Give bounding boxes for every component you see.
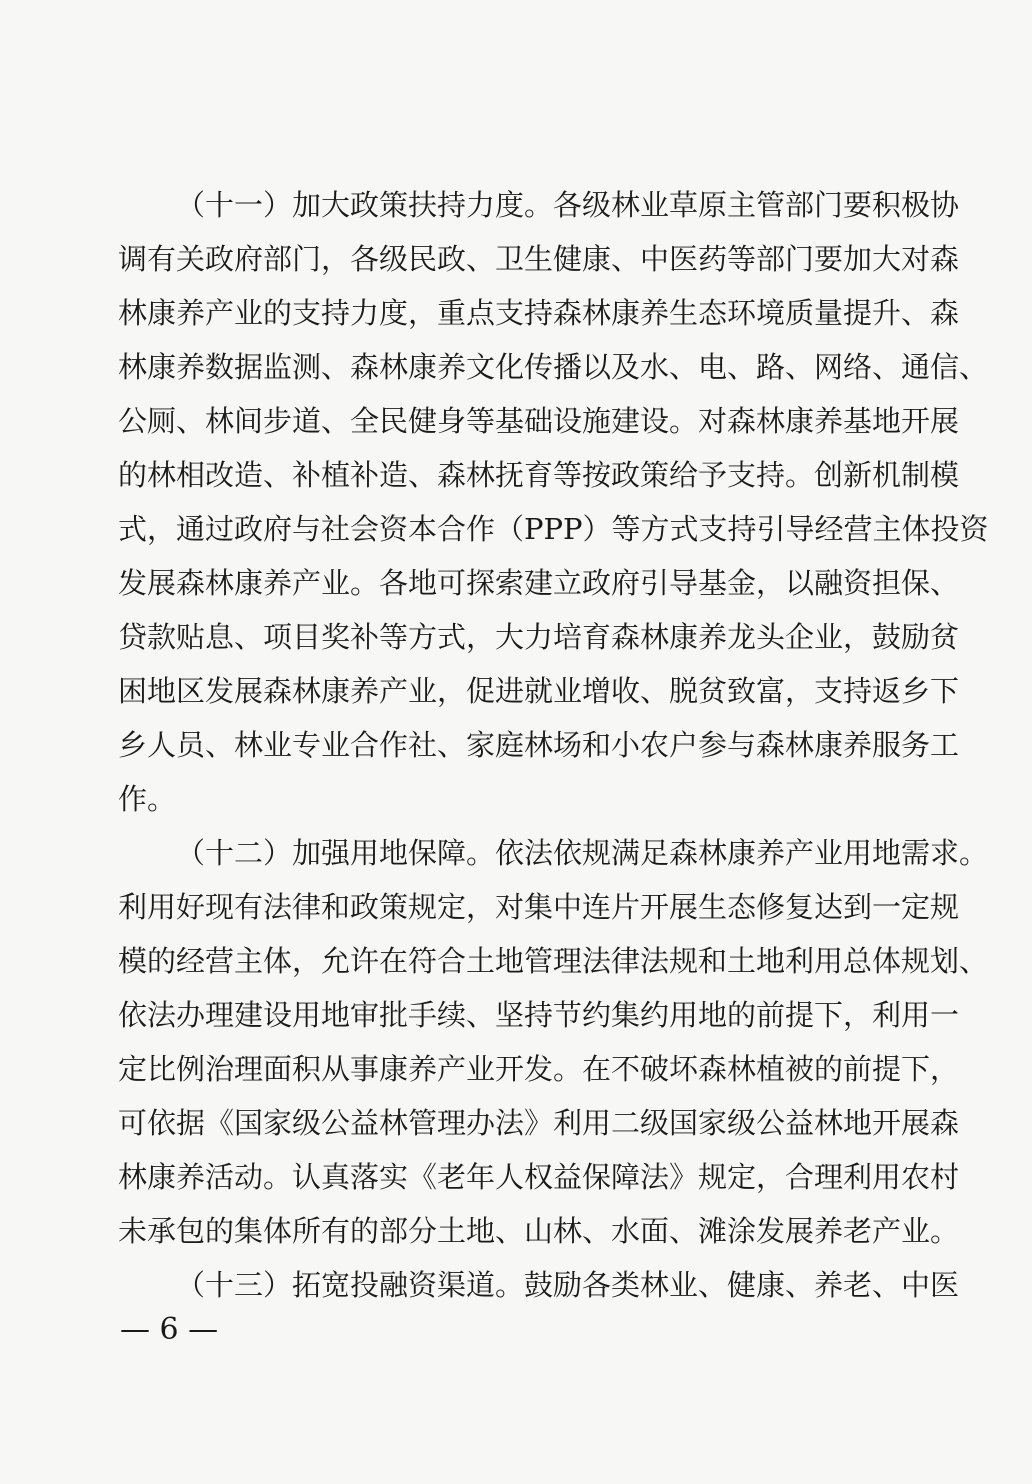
paragraph-11-line-3: 林康养产业的支持力度，重点支持森林康养生态环境质量提升、森 — [118, 296, 960, 330]
paragraph-12-line-1: （十二）加强用地保障。依法依规满足森林康养产业用地需求。 — [176, 836, 989, 870]
paragraph-11-line-9: 贷款贴息、项目奖补等方式，大力培育森林康养龙头企业，鼓励贫 — [118, 620, 960, 654]
paragraph-11-line-8: 发展森林康养产业。各地可探索建立政府引导基金，以融资担保、 — [118, 566, 960, 600]
paragraph-12-line-7: 林康养活动。认真落实《老年人权益保障法》规定，合理利用农村 — [118, 1160, 960, 1194]
page-number: — 6 — — [120, 1312, 219, 1347]
paragraph-12-line-2: 利用好现有法律和政策规定，对集中连片开展生态修复达到一定规 — [118, 890, 960, 924]
paragraph-12-line-8: 未承包的集体所有的部分土地、山林、水面、滩涂发展养老产业。 — [118, 1214, 960, 1248]
document-body — [118, 178, 989, 1312]
paragraph-12-line-3: 模的经营主体，允许在符合土地管理法律法规和土地利用总体规划、 — [118, 944, 989, 978]
paragraph-11-line-2: 调有关政府部门，各级民政、卫生健康、中医药等部门要加大对森 — [118, 242, 960, 276]
paragraph-12-line-5: 定比例治理面积从事康养产业开发。在不破坏森林植被的前提下， — [118, 1052, 960, 1086]
paragraph-11-line-5: 公厕、林间步道、全民健身等基础设施建设。对森林康养基地开展 — [118, 404, 960, 438]
paragraph-13-line-1: （十三）拓宽投融资渠道。鼓励各类林业、健康、养老、中医 — [176, 1268, 960, 1302]
paragraph-11-line-12: 作。 — [118, 782, 177, 816]
paragraph-11-line-10: 困地区发展森林康养产业，促进就业增收、脱贫致富，支持返乡下 — [118, 674, 960, 708]
paragraph-12-line-6: 可依据《国家级公益林管理办法》利用二级国家级公益林地开展森 — [118, 1106, 960, 1140]
paragraph-11-line-7: 式，通过政府与社会资本合作（PPP）等方式支持引导经营主体投资 — [118, 512, 989, 546]
paragraph-11-line-1: （十一）加大政策扶持力度。各级林业草原主管部门要积极协 — [176, 188, 960, 222]
paragraph-12-line-4: 依法办理建设用地审批手续、坚持节约集约用地的前提下，利用一 — [118, 998, 960, 1032]
paragraph-11-line-11: 乡人员、林业专业合作社、家庭林场和小农户参与森林康养服务工 — [118, 728, 960, 762]
paragraph-11-line-6: 的林相改造、补植补造、森林抚育等按政策给予支持。创新机制模 — [118, 458, 960, 492]
paragraph-11-line-4: 林康养数据监测、森林康养文化传播以及水、电、路、网络、通信、 — [118, 350, 989, 384]
